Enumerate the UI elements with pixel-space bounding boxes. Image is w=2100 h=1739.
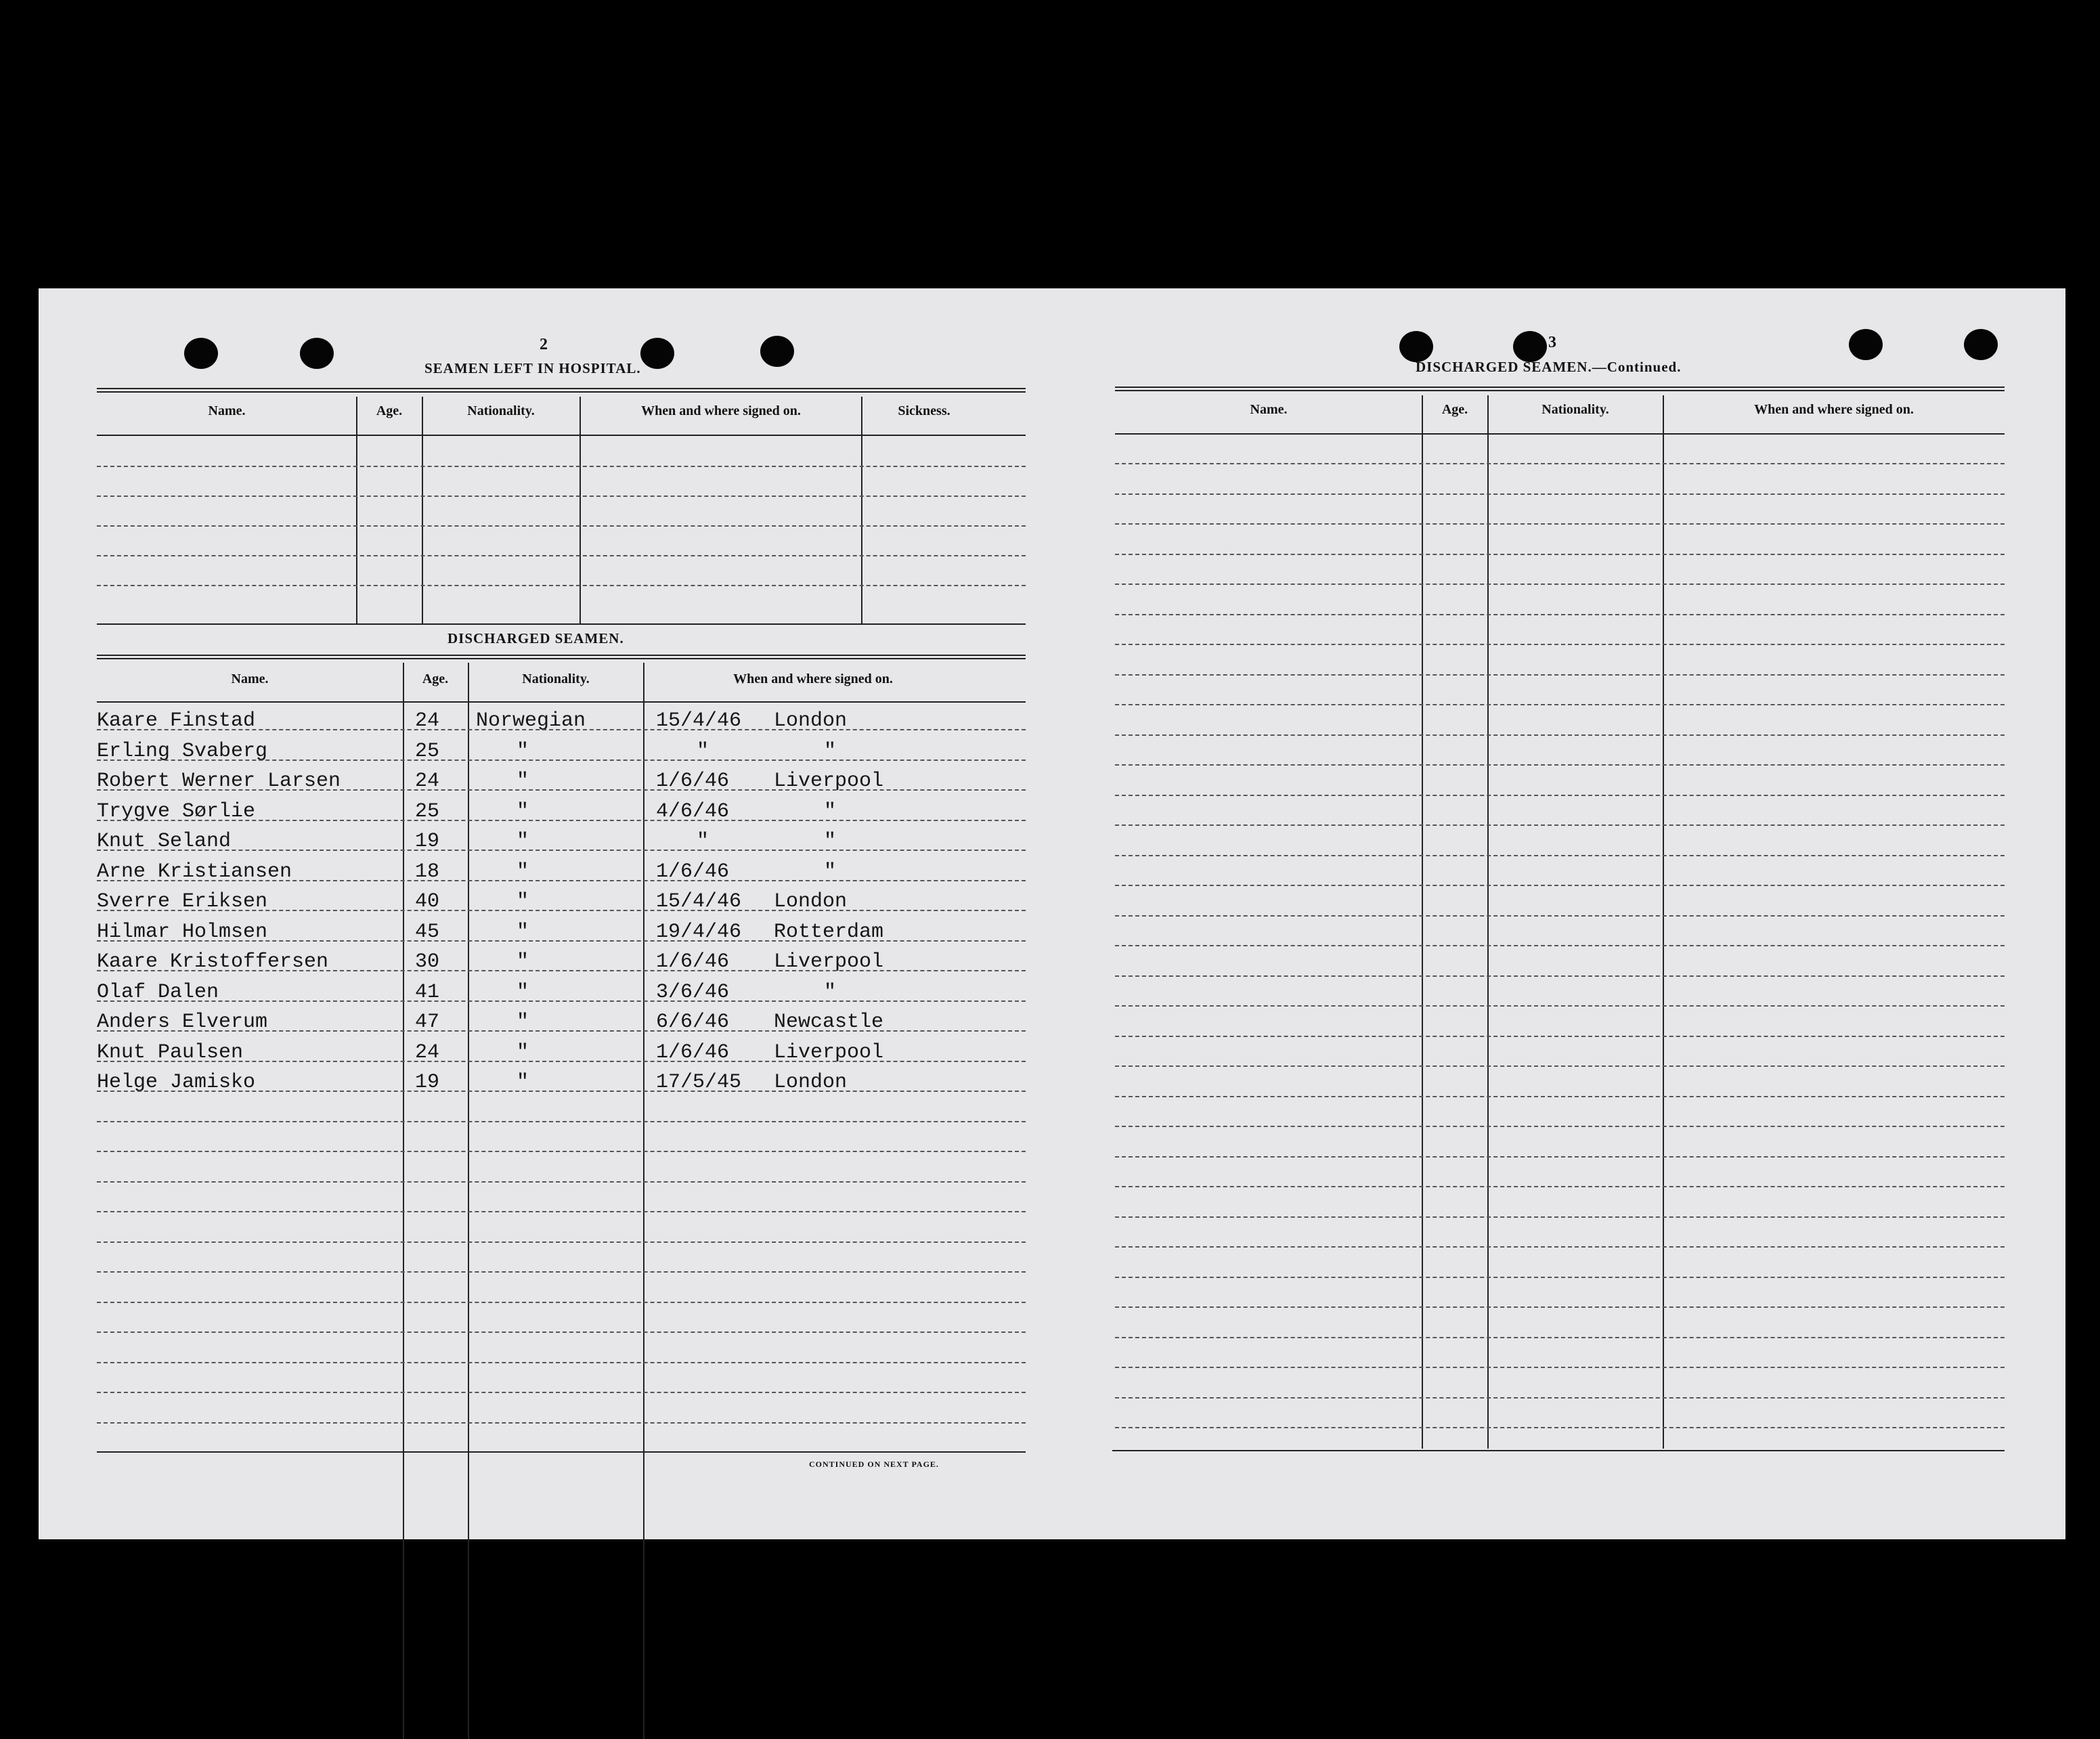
continued-row-line <box>1115 1096 2005 1097</box>
hospital-row-line <box>97 466 1026 467</box>
discharged-row-line <box>97 1331 1026 1333</box>
discharged-row-line <box>97 1091 1026 1092</box>
discharged-cell-date: 1/6/46 <box>656 950 730 973</box>
discharged-cell-name: Kaare Finstad <box>97 709 256 732</box>
discharged-row-line <box>97 760 1026 761</box>
discharged-row-line <box>97 850 1026 851</box>
discharged-cell-date: 17/5/45 <box>656 1071 742 1094</box>
discharged-row-line <box>97 1271 1026 1273</box>
continued-row-line <box>1115 795 2005 796</box>
discharged-bottom-rule <box>97 1451 1026 1453</box>
continued-row-line <box>1115 1065 2005 1067</box>
hospital-col-divider <box>861 397 862 623</box>
discharged-cell-place: London <box>774 709 848 732</box>
discharged-section-title: DISCHARGED SEAMEN. <box>447 630 624 646</box>
discharged-row-line <box>97 1181 1026 1183</box>
discharged-cell-place: " <box>824 799 837 823</box>
discharged-cell-place: London <box>774 1071 848 1094</box>
discharged-cell-age: 24 <box>415 709 440 732</box>
continued-footer: CONTINUED ON NEXT PAGE. <box>809 1459 939 1469</box>
continued-row-line <box>1115 1005 2005 1007</box>
continued-row-line <box>1115 824 2005 826</box>
discharged-cell-age: 45 <box>415 920 440 944</box>
discharged-cell-place: " <box>824 980 837 1004</box>
punch-hole <box>1399 331 1433 362</box>
discharged-col-age: Age. <box>422 672 449 686</box>
discharged-cell-name: Trygve Sørlie <box>97 799 256 823</box>
discharged-row-line <box>97 910 1026 911</box>
hospital-header-rule <box>97 435 1026 436</box>
discharged-cell-name: Erling Svaberg <box>97 739 268 763</box>
continued-row-line <box>1115 1306 2005 1308</box>
discharged-cell-age: 19 <box>415 830 440 853</box>
continued-row-line <box>1115 644 2005 645</box>
continued-row-line <box>1115 584 2005 585</box>
continued-row-line <box>1115 1367 2005 1368</box>
discharged-row-line <box>97 1302 1026 1303</box>
punch-hole <box>184 338 218 369</box>
hospital-col-age: Age. <box>376 403 403 418</box>
hospital-row-line <box>97 555 1026 556</box>
discharged-col-signed-on: When and where signed on. <box>733 672 893 686</box>
hospital-col-nationality: Nationality. <box>467 403 535 418</box>
discharged-cell-place: Liverpool <box>774 950 884 973</box>
discharged-cell-date: 6/6/46 <box>656 1011 730 1034</box>
discharged-cell-place: London <box>774 890 848 913</box>
discharged-col-nationality: Nationality. <box>522 672 590 686</box>
discharged-cell-nationality: " <box>517 920 529 944</box>
discharged-cell-nationality: Norwegian <box>476 709 586 732</box>
discharged-cell-place: Liverpool <box>774 770 884 793</box>
hospital-col-name: Name. <box>208 403 246 418</box>
discharged-cell-nationality: " <box>517 1011 529 1034</box>
discharged-cell-nationality: " <box>517 950 529 973</box>
discharged-cell-age: 30 <box>415 950 440 973</box>
discharged-cell-nationality: " <box>517 980 529 1004</box>
discharged-cell-nationality: " <box>517 739 529 763</box>
punch-hole <box>1849 329 1883 360</box>
discharged-cell-nationality: " <box>517 1040 529 1064</box>
continued-row-line <box>1115 493 2005 495</box>
discharged-col-divider <box>403 663 404 1739</box>
discharged-cell-name: Arne Kristiansen <box>97 860 292 883</box>
discharged-col-name: Name. <box>231 672 269 686</box>
hospital-col-divider <box>579 397 581 623</box>
hospital-top-rule <box>97 388 1026 393</box>
discharged-cell-date: 15/4/46 <box>656 709 742 732</box>
page-number: 2 <box>540 336 548 353</box>
discharged-cell-age: 47 <box>415 1011 440 1034</box>
hospital-col-divider <box>356 397 357 623</box>
discharged-cell-nationality: " <box>517 830 529 853</box>
discharged-row-line <box>97 880 1026 881</box>
discharged-cell-date: " <box>697 739 709 763</box>
continued-header-rule <box>1115 433 2005 435</box>
discharged-row-line <box>97 1362 1026 1363</box>
hospital-row-line <box>97 585 1026 586</box>
discharged-cell-nationality: " <box>517 1071 529 1094</box>
punch-hole <box>640 338 674 369</box>
discharged-cell-name: Kaare Kristoffersen <box>97 950 329 973</box>
continued-row-line <box>1115 975 2005 977</box>
right-page <box>1054 288 2065 1539</box>
discharged-cell-place: Liverpool <box>774 1040 884 1064</box>
continued-row-line <box>1115 674 2005 676</box>
discharged-cell-date: 15/4/46 <box>656 890 742 913</box>
discharged-row-line <box>97 1000 1026 1002</box>
continued-row-line <box>1115 554 2005 555</box>
hospital-col-sickness: Sickness. <box>898 403 950 418</box>
continued-row-line <box>1115 1277 2005 1278</box>
discharged-cell-nationality: " <box>517 770 529 793</box>
discharged-cell-place: " <box>824 739 837 763</box>
continued-row-line <box>1115 614 2005 615</box>
discharged-cell-place: " <box>824 830 837 853</box>
continued-row-line <box>1115 1186 2005 1187</box>
discharged-row-line <box>97 1422 1026 1424</box>
continued-row-line <box>1115 1246 2005 1248</box>
continued-row-line <box>1115 523 2005 525</box>
discharged-row-line <box>97 1121 1026 1122</box>
continued-row-line <box>1115 734 2005 736</box>
hospital-col-divider <box>422 397 423 623</box>
continued-col-nationality: Nationality. <box>1541 402 1609 417</box>
discharged-row-line <box>97 1061 1026 1062</box>
hospital-row-line <box>97 496 1026 497</box>
hospital-row-line <box>97 525 1026 527</box>
discharged-cell-nationality: " <box>517 860 529 883</box>
discharged-col-divider <box>468 663 469 1739</box>
continued-row-line <box>1115 885 2005 886</box>
continued-row-line <box>1115 764 2005 766</box>
discharged-cell-name: Hilmar Holmsen <box>97 920 268 944</box>
discharged-continued-title: DISCHARGED SEAMEN.—Continued. <box>1416 359 1682 375</box>
discharged-cell-age: 41 <box>415 980 440 1004</box>
discharged-cell-date: 4/6/46 <box>656 799 730 823</box>
hospital-section-title: SEAMEN LEFT IN HOSPITAL. <box>424 360 641 376</box>
record-sheet <box>39 288 2065 1539</box>
discharged-row-line <box>97 940 1026 942</box>
continued-row-line <box>1115 945 2005 946</box>
continued-row-line <box>1115 915 2005 917</box>
continued-bottom-rule <box>1112 1450 2005 1451</box>
discharged-cell-name: Robert Werner Larsen <box>97 770 341 793</box>
discharged-row-line <box>97 1030 1026 1032</box>
discharged-cell-date: 1/6/46 <box>656 770 730 793</box>
discharged-col-divider <box>643 663 644 1739</box>
discharged-top-rule <box>97 655 1026 659</box>
continued-row-line <box>1115 855 2005 856</box>
discharged-row-line <box>97 820 1026 821</box>
discharged-header-rule <box>97 701 1026 703</box>
discharged-cell-name: Anders Elverum <box>97 1011 268 1034</box>
discharged-cell-age: 24 <box>415 1040 440 1064</box>
discharged-cell-age: 25 <box>415 799 440 823</box>
discharged-cell-name: Olaf Dalen <box>97 980 219 1004</box>
discharged-cell-date: 3/6/46 <box>656 980 730 1004</box>
discharged-cell-age: 25 <box>415 739 440 763</box>
discharged-cell-age: 19 <box>415 1071 440 1094</box>
hospital-bottom-rule <box>97 623 1026 625</box>
discharged-cell-place: " <box>824 860 837 883</box>
discharged-cell-place: Rotterdam <box>774 920 884 944</box>
discharged-row-line <box>97 729 1026 730</box>
punch-hole <box>760 336 794 367</box>
discharged-cell-place: Newcastle <box>774 1011 884 1034</box>
discharged-cell-name: Sverre Eriksen <box>97 890 268 913</box>
continued-col-signed-on: When and where signed on. <box>1754 402 1914 417</box>
punch-hole <box>1964 329 1998 360</box>
discharged-row-line <box>97 970 1026 971</box>
discharged-cell-nationality: " <box>517 799 529 823</box>
discharged-row-line <box>97 1211 1026 1212</box>
discharged-cell-name: Knut Seland <box>97 830 232 853</box>
page-number: 3 <box>1548 334 1556 351</box>
discharged-cell-name: Helge Jamisko <box>97 1071 256 1094</box>
continued-row-line <box>1115 1337 2005 1338</box>
continued-row-line <box>1115 1156 2005 1158</box>
continued-row-line <box>1115 1036 2005 1037</box>
discharged-cell-age: 18 <box>415 860 440 883</box>
discharged-cell-age: 40 <box>415 890 440 913</box>
discharged-cell-date: 1/6/46 <box>656 860 730 883</box>
discharged-row-line <box>97 1392 1026 1393</box>
discharged-cell-date: 1/6/46 <box>656 1040 730 1064</box>
discharged-row-line <box>97 1241 1026 1243</box>
continued-col-name: Name. <box>1250 402 1288 417</box>
continued-row-line <box>1115 1427 2005 1428</box>
continued-row-line <box>1115 704 2005 705</box>
discharged-cell-nationality: " <box>517 890 529 913</box>
continued-row-line <box>1115 463 2005 464</box>
continued-row-line <box>1115 1126 2005 1127</box>
discharged-row-line <box>97 789 1026 791</box>
discharged-row-line <box>97 1151 1026 1152</box>
left-page <box>39 288 1027 1539</box>
hospital-col-signed-on: When and where signed on. <box>641 403 801 418</box>
punch-hole <box>300 338 334 369</box>
continued-col-age: Age. <box>1441 402 1468 417</box>
discharged-cell-age: 24 <box>415 770 440 793</box>
continued-row-line <box>1115 1397 2005 1399</box>
discharged-cell-date: " <box>697 830 709 853</box>
discharged-cell-name: Knut Paulsen <box>97 1040 244 1064</box>
continued-top-rule <box>1115 387 2005 391</box>
continued-row-line <box>1115 1216 2005 1218</box>
discharged-cell-date: 19/4/46 <box>656 920 742 944</box>
